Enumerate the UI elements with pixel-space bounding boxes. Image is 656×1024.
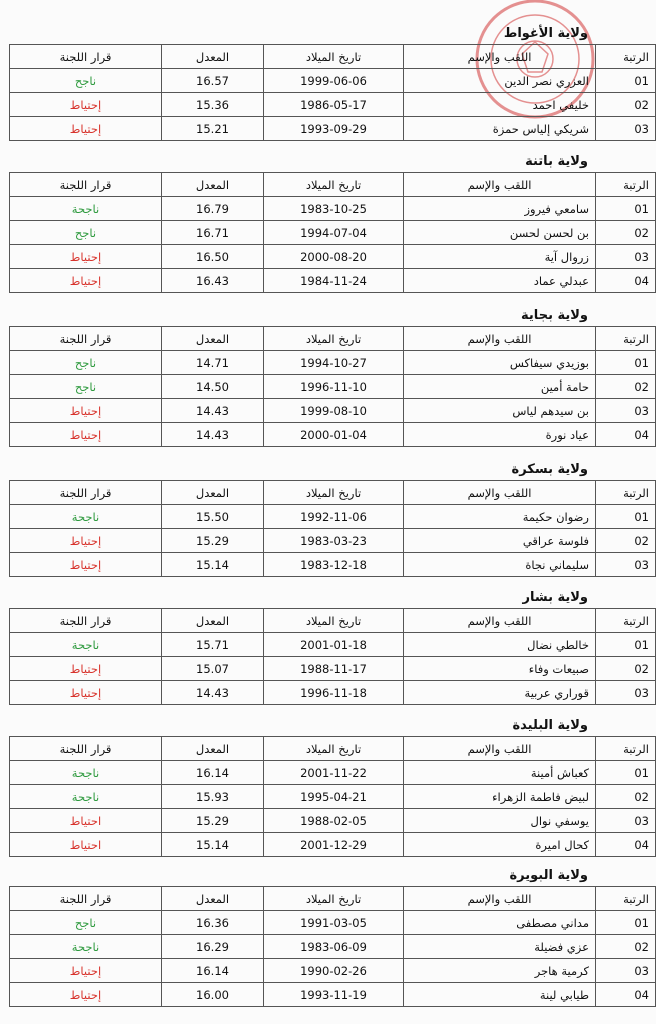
birth-date-cell: 2001-11-22: [264, 761, 404, 785]
average-cell: 16.50: [162, 245, 264, 269]
average-cell: 14.43: [162, 681, 264, 705]
birth-date-cell: 1994-07-04: [264, 221, 404, 245]
column-header-name: اللقب والإسم: [404, 173, 596, 197]
name-cell: عبدلي عماد: [404, 269, 596, 293]
table-row: [10, 93, 656, 117]
column-header-rank: الرتبة: [596, 609, 656, 633]
name-cell: بن لحسن لحسن: [404, 221, 596, 245]
birth-date-cell: 1993-11-19: [264, 983, 404, 1007]
table-header-row: [10, 609, 656, 633]
name-cell: طيابي لينة: [404, 983, 596, 1007]
average-cell: 16.79: [162, 197, 264, 221]
decision-cell: ناجحة: [10, 761, 162, 785]
name-cell: خالطي نضال: [404, 633, 596, 657]
rank-cell: 03: [596, 553, 656, 577]
decision-cell: ناجح: [10, 911, 162, 935]
name-cell: كحال اميرة: [404, 833, 596, 857]
table-row: [10, 809, 656, 833]
wilaya-title: ولاية بسكرة: [511, 462, 588, 477]
average-cell: 16.71: [162, 221, 264, 245]
rank-cell: 02: [596, 785, 656, 809]
rank-cell: 03: [596, 117, 656, 141]
name-cell: كرمية هاجر: [404, 959, 596, 983]
birth-date-cell: 1994-10-27: [264, 351, 404, 375]
column-header-decision: قرار اللجنة: [10, 327, 162, 351]
average-cell: 14.50: [162, 375, 264, 399]
rank-cell: 04: [596, 269, 656, 293]
name-cell: شريكي إلياس حمزة: [404, 117, 596, 141]
birth-date-cell: 1996-11-10: [264, 375, 404, 399]
average-cell: 16.29: [162, 935, 264, 959]
name-cell: بن سيدهم لياس: [404, 399, 596, 423]
decision-cell: ناجح: [10, 221, 162, 245]
column-header-name: اللقب والإسم: [404, 737, 596, 761]
birth-date-cell: 1990-02-26: [264, 959, 404, 983]
rank-cell: 04: [596, 423, 656, 447]
name-cell: خليفي احمد: [404, 93, 596, 117]
rank-cell: 01: [596, 197, 656, 221]
name-cell: كعباش أمينة: [404, 761, 596, 785]
column-header-birth-date: تاريخ الميلاد: [264, 173, 404, 197]
column-header-name: اللقب والإسم: [404, 481, 596, 505]
results-table: [9, 886, 656, 1007]
results-table: [9, 326, 656, 447]
column-header-rank: الرتبة: [596, 327, 656, 351]
column-header-birth-date: تاريخ الميلاد: [264, 481, 404, 505]
table-row: [10, 983, 656, 1007]
table-row: [10, 911, 656, 935]
rank-cell: 01: [596, 505, 656, 529]
name-cell: مداني مصطفى: [404, 911, 596, 935]
decision-cell: ناجحة: [10, 197, 162, 221]
name-cell: لبيض فاطمة الزهراء: [404, 785, 596, 809]
wilaya-section: [9, 460, 649, 577]
wilaya-title: ولاية الأغواط: [503, 26, 588, 41]
average-cell: 15.29: [162, 529, 264, 553]
table-row: [10, 375, 656, 399]
average-cell: 16.14: [162, 761, 264, 785]
rank-cell: 02: [596, 93, 656, 117]
decision-cell: ناجح: [10, 351, 162, 375]
table-header-row: [10, 45, 656, 69]
name-cell: سليماني نجاة: [404, 553, 596, 577]
rank-cell: 03: [596, 959, 656, 983]
rank-cell: 01: [596, 911, 656, 935]
birth-date-cell: 1991-03-05: [264, 911, 404, 935]
results-table: [9, 480, 656, 577]
wilaya-section: [9, 716, 649, 857]
birth-date-cell: 1986-05-17: [264, 93, 404, 117]
birth-date-cell: 1983-03-23: [264, 529, 404, 553]
rank-cell: 02: [596, 221, 656, 245]
birth-date-cell: 2000-01-04: [264, 423, 404, 447]
decision-cell: إحتياط: [10, 93, 162, 117]
decision-cell: إحتياط: [10, 681, 162, 705]
average-cell: 15.14: [162, 553, 264, 577]
average-cell: 14.43: [162, 423, 264, 447]
average-cell: 15.29: [162, 809, 264, 833]
table-row: [10, 245, 656, 269]
rank-cell: 02: [596, 529, 656, 553]
column-header-name: اللقب والإسم: [404, 327, 596, 351]
wilaya-title: ولاية باتنة: [525, 154, 588, 169]
rank-cell: 02: [596, 935, 656, 959]
rank-cell: 03: [596, 681, 656, 705]
decision-cell: إحتياط: [10, 245, 162, 269]
table-row: [10, 221, 656, 245]
table-row: [10, 399, 656, 423]
column-header-average: المعدل: [162, 609, 264, 633]
column-header-average: المعدل: [162, 45, 264, 69]
wilaya-section: [9, 306, 649, 447]
rank-cell: 02: [596, 657, 656, 681]
decision-cell: ناجحة: [10, 505, 162, 529]
birth-date-cell: 1983-12-18: [264, 553, 404, 577]
table-row: [10, 69, 656, 93]
decision-cell: إحتياط: [10, 959, 162, 983]
average-cell: 15.36: [162, 93, 264, 117]
name-cell: بوزيدي سيفاكس: [404, 351, 596, 375]
table-row: [10, 785, 656, 809]
column-header-birth-date: تاريخ الميلاد: [264, 45, 404, 69]
decision-cell: إحتياط: [10, 269, 162, 293]
rank-cell: 02: [596, 375, 656, 399]
column-header-average: المعدل: [162, 173, 264, 197]
column-header-rank: الرتبة: [596, 45, 656, 69]
birth-date-cell: 2001-01-18: [264, 633, 404, 657]
name-cell: العزري نصر الدين: [404, 69, 596, 93]
wilaya-section: [9, 588, 649, 705]
average-cell: 16.14: [162, 959, 264, 983]
results-table: [9, 172, 656, 293]
table-row: [10, 553, 656, 577]
birth-date-cell: 1992-11-06: [264, 505, 404, 529]
average-cell: 15.50: [162, 505, 264, 529]
name-cell: حامة أمين: [404, 375, 596, 399]
decision-cell: إحتياط: [10, 399, 162, 423]
birth-date-cell: 1996-11-18: [264, 681, 404, 705]
birth-date-cell: 1993-09-29: [264, 117, 404, 141]
column-header-average: المعدل: [162, 887, 264, 911]
decision-cell: ناجح: [10, 69, 162, 93]
column-header-birth-date: تاريخ الميلاد: [264, 327, 404, 351]
column-header-average: المعدل: [162, 737, 264, 761]
results-table: [9, 736, 656, 857]
table-row: [10, 681, 656, 705]
wilaya-title: ولاية بشار: [522, 590, 588, 605]
name-cell: عياد نورة: [404, 423, 596, 447]
rank-cell: 03: [596, 245, 656, 269]
name-cell: عزي فضيلة: [404, 935, 596, 959]
decision-cell: احتياط: [10, 809, 162, 833]
average-cell: 15.07: [162, 657, 264, 681]
name-cell: رضوان حكيمة: [404, 505, 596, 529]
decision-cell: إحتياط: [10, 117, 162, 141]
column-header-name: اللقب والإسم: [404, 887, 596, 911]
decision-cell: ناجحة: [10, 935, 162, 959]
average-cell: 15.71: [162, 633, 264, 657]
decision-cell: احتياط: [10, 833, 162, 857]
birth-date-cell: 1983-06-09: [264, 935, 404, 959]
wilaya-title: ولاية البليدة: [512, 718, 588, 733]
column-header-rank: الرتبة: [596, 887, 656, 911]
column-header-decision: قرار اللجنة: [10, 481, 162, 505]
table-header-row: [10, 737, 656, 761]
column-header-decision: قرار اللجنة: [10, 45, 162, 69]
birth-date-cell: 2000-08-20: [264, 245, 404, 269]
average-cell: 15.93: [162, 785, 264, 809]
column-header-average: المعدل: [162, 481, 264, 505]
birth-date-cell: 1983-10-25: [264, 197, 404, 221]
wilaya-title: ولاية البويرة: [509, 868, 588, 883]
birth-date-cell: 1988-11-17: [264, 657, 404, 681]
column-header-decision: قرار اللجنة: [10, 609, 162, 633]
table-row: [10, 197, 656, 221]
column-header-decision: قرار اللجنة: [10, 887, 162, 911]
wilaya-section: [9, 24, 649, 141]
average-cell: 16.57: [162, 69, 264, 93]
column-header-birth-date: تاريخ الميلاد: [264, 737, 404, 761]
wilaya-title: ولاية بجاية: [521, 308, 588, 323]
table-row: [10, 959, 656, 983]
table-header-row: [10, 887, 656, 911]
rank-cell: 03: [596, 809, 656, 833]
table-row: [10, 269, 656, 293]
birth-date-cell: 1999-06-06: [264, 69, 404, 93]
decision-cell: ناجحة: [10, 633, 162, 657]
birth-date-cell: 2001-12-29: [264, 833, 404, 857]
results-table: [9, 608, 656, 705]
name-cell: زروال آية: [404, 245, 596, 269]
average-cell: 15.14: [162, 833, 264, 857]
decision-cell: ناجح: [10, 375, 162, 399]
table-row: [10, 657, 656, 681]
name-cell: قوراري عربية: [404, 681, 596, 705]
decision-cell: إحتياط: [10, 423, 162, 447]
name-cell: فلوسة عراقي: [404, 529, 596, 553]
column-header-average: المعدل: [162, 327, 264, 351]
decision-cell: إحتياط: [10, 983, 162, 1007]
rank-cell: 01: [596, 351, 656, 375]
decision-cell: إحتياط: [10, 553, 162, 577]
column-header-birth-date: تاريخ الميلاد: [264, 609, 404, 633]
birth-date-cell: 1995-04-21: [264, 785, 404, 809]
table-row: [10, 529, 656, 553]
table-row: [10, 761, 656, 785]
average-cell: 14.71: [162, 351, 264, 375]
average-cell: 16.43: [162, 269, 264, 293]
table-header-row: [10, 173, 656, 197]
name-cell: سامعي فيروز: [404, 197, 596, 221]
name-cell: يوسفي نوال: [404, 809, 596, 833]
column-header-rank: الرتبة: [596, 481, 656, 505]
average-cell: 16.00: [162, 983, 264, 1007]
rank-cell: 01: [596, 69, 656, 93]
name-cell: صبيعات وفاء: [404, 657, 596, 681]
column-header-birth-date: تاريخ الميلاد: [264, 887, 404, 911]
rank-cell: 04: [596, 983, 656, 1007]
birth-date-cell: 1999-08-10: [264, 399, 404, 423]
column-header-name: اللقب والإسم: [404, 45, 596, 69]
average-cell: 15.21: [162, 117, 264, 141]
decision-cell: إحتياط: [10, 529, 162, 553]
column-header-decision: قرار اللجنة: [10, 737, 162, 761]
rank-cell: 04: [596, 833, 656, 857]
column-header-decision: قرار اللجنة: [10, 173, 162, 197]
table-row: [10, 351, 656, 375]
table-header-row: [10, 481, 656, 505]
wilaya-section: [9, 866, 649, 1007]
birth-date-cell: 1984-11-24: [264, 269, 404, 293]
table-row: [10, 505, 656, 529]
decision-cell: ناجحة: [10, 785, 162, 809]
table-header-row: [10, 327, 656, 351]
table-row: [10, 633, 656, 657]
table-row: [10, 423, 656, 447]
table-row: [10, 117, 656, 141]
birth-date-cell: 1988-02-05: [264, 809, 404, 833]
rank-cell: 01: [596, 633, 656, 657]
table-row: [10, 935, 656, 959]
wilaya-section: [9, 152, 649, 293]
rank-cell: 01: [596, 761, 656, 785]
column-header-name: اللقب والإسم: [404, 609, 596, 633]
decision-cell: إحتياط: [10, 657, 162, 681]
column-header-rank: الرتبة: [596, 173, 656, 197]
rank-cell: 03: [596, 399, 656, 423]
average-cell: 14.43: [162, 399, 264, 423]
results-table: [9, 44, 656, 141]
average-cell: 16.36: [162, 911, 264, 935]
column-header-rank: الرتبة: [596, 737, 656, 761]
table-row: [10, 833, 656, 857]
